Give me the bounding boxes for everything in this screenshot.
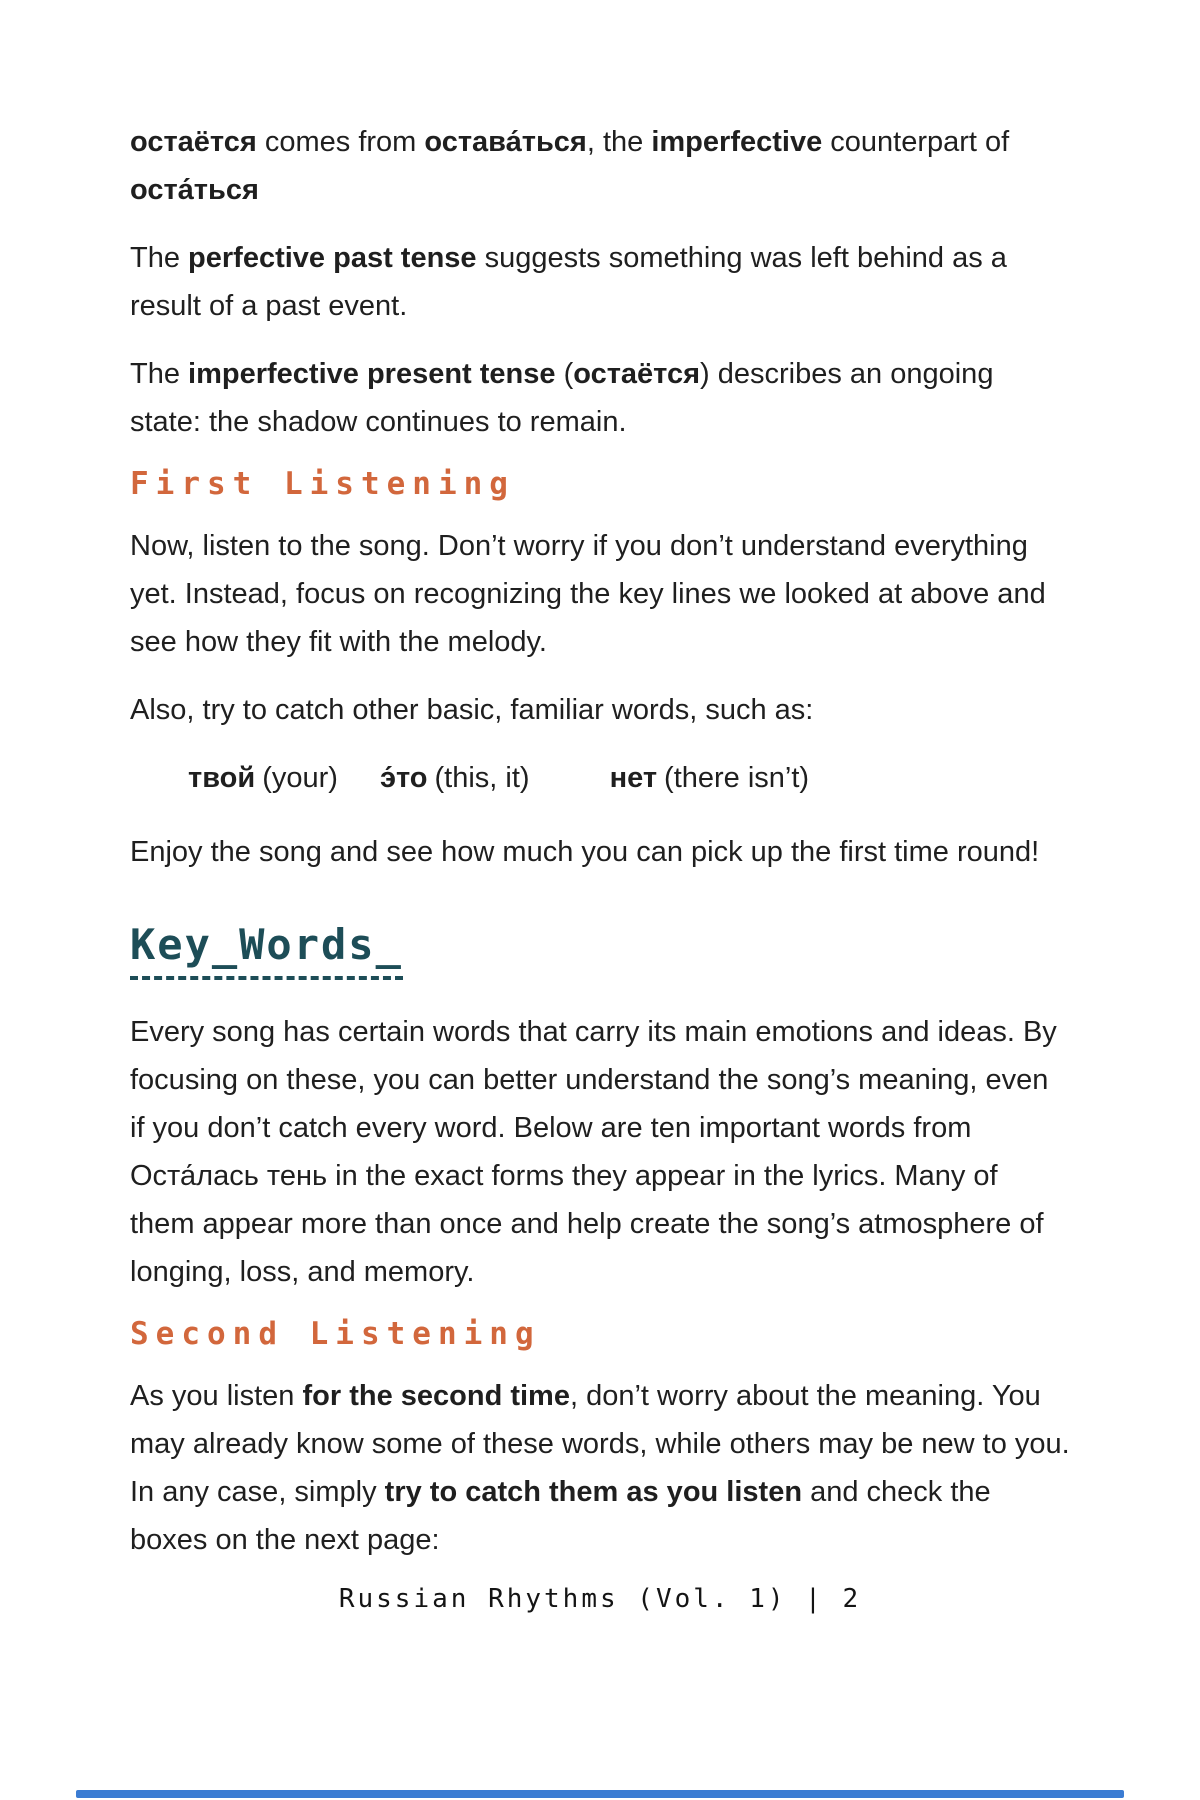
russian-word: твой xyxy=(188,762,256,794)
section-heading-key-words: Key_Words_ xyxy=(130,920,403,980)
paragraph-listening-instructions: Now, listen to the song. Don’t worry if you don’t understand everything yet. Instead, focus on recognizing the key lines we looked at above and see how they fit with the melody. xyxy=(130,530,1046,658)
russian-word: э́то xyxy=(379,762,428,794)
paragraph-second-listening-instructions: As you listen for the second time, don’t worry about the meaning. You may already know some of these words, while others may be new to you. In any case, simply try to catch them as you listen and check the boxes on the next page: xyxy=(130,1380,1070,1556)
paragraph-catch-words: Also, try to catch other basic, familiar words, such as: xyxy=(130,694,814,726)
familiar-words-row xyxy=(130,754,1070,802)
word-gloss: (your) xyxy=(262,762,338,794)
paragraph-imperfective-note: The imperfective present tense (остаётся) describes an ongoing state: the shadow continues to remain. xyxy=(130,358,994,438)
paragraph-verb-origin: остаётся comes from остава́ться, the imperfective counterpart of оста́ться xyxy=(130,126,1010,206)
section-heading-second-listening: Second Listening xyxy=(130,1316,541,1352)
paragraph-enjoy: Enjoy the song and see how much you can pick up the first time round! xyxy=(130,836,1040,868)
vocab-word-eto xyxy=(380,754,530,802)
word-gloss: (this, it) xyxy=(434,762,530,794)
paragraph-perfective-note: The perfective past tense suggests something was left behind as a result of a past event. xyxy=(130,242,1007,322)
section-heading-first-listening: First Listening xyxy=(130,466,515,502)
russian-word: нет xyxy=(609,762,658,794)
vocab-word-net xyxy=(610,754,810,802)
key-words-heading-wrap xyxy=(130,896,1070,1008)
page-footer: Russian Rhythms (Vol. 1) | 2 xyxy=(338,1584,862,1614)
paragraph-key-words-intro: Every song has certain words that carry its main emotions and ideas. By focusing on these, you can better understand the song’s meaning, even if you don’t catch every word. Below are ten important words from Оста́лась тень in the exact forms they appear in the lyrics. Many of them appear more than once and help create the song’s atmosphere of longing, loss, and memory. xyxy=(130,1016,1057,1288)
vocab-word-tvoy xyxy=(188,754,338,802)
footer-accent-bar xyxy=(76,1790,1124,1798)
word-gloss: (there isn’t) xyxy=(664,762,810,794)
